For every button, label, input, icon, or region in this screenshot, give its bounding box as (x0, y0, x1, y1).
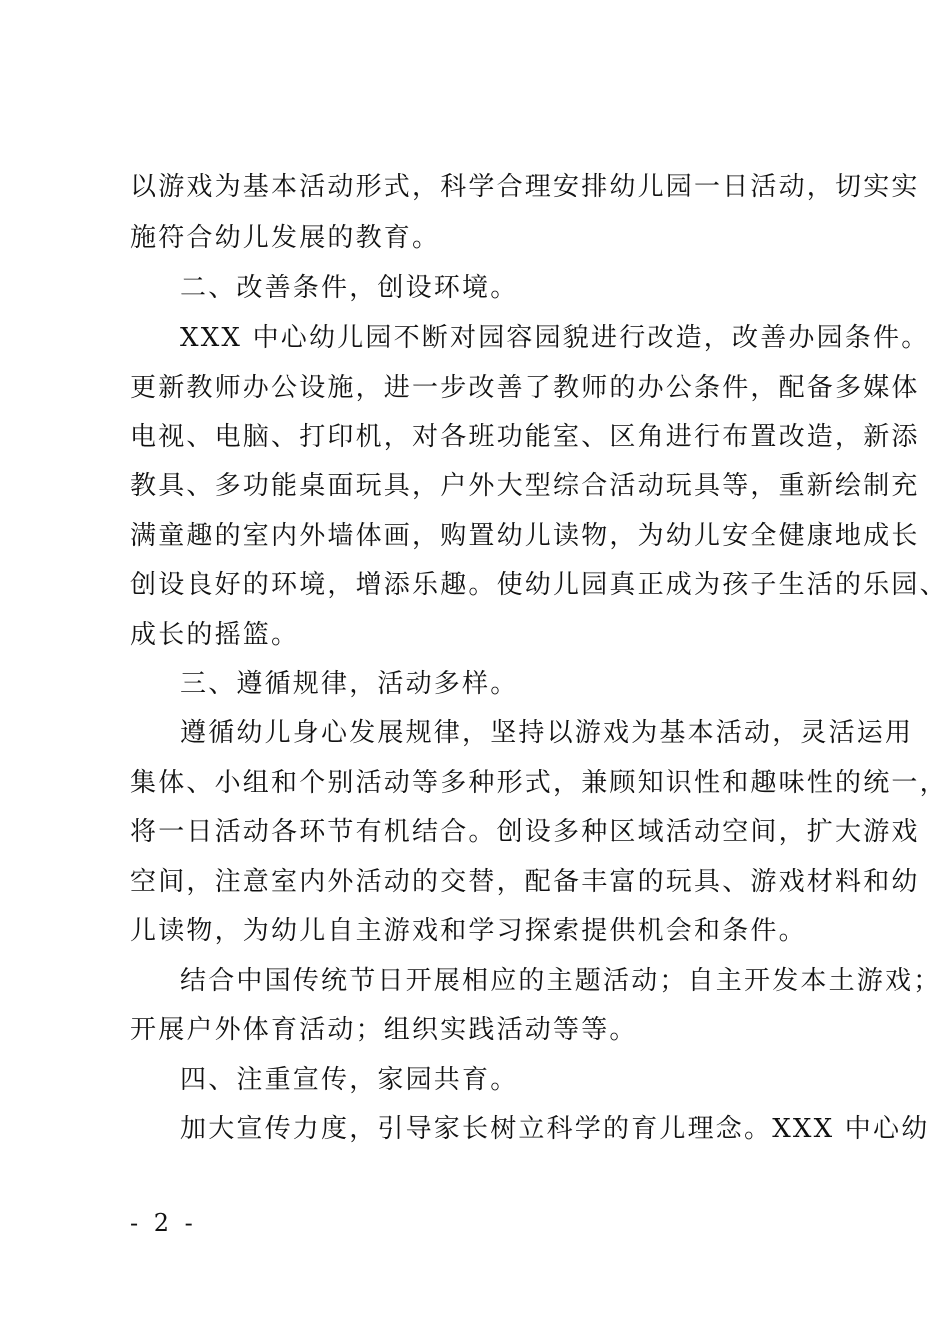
text-line: 以游戏为基本活动形式，科学合理安排幼儿园一日活动，切实实 (130, 172, 920, 202)
text-line: 更新教师办公设施，进一步改善了教师的办公条件，配备多媒体 (130, 373, 920, 403)
section-heading: 二、改善条件，创设环境。 (180, 273, 519, 303)
text-line: 成长的摇篮。 (130, 620, 300, 650)
text-line: 儿读物，为幼儿自主游戏和学习探索提供机会和条件。 (130, 916, 807, 946)
text-line: 结合中国传统节日开展相应的主题活动；自主开发本土游戏； (180, 966, 942, 996)
text-line: 创设良好的环境，增添乐趣。使幼儿园真正成为孩子生活的乐园、 (130, 570, 948, 600)
text-line: XXX 中心幼儿园不断对园容园貌进行改造，改善办园条件。 (180, 323, 930, 353)
text-line: 集体、小组和个别活动等多种形式，兼顾知识性和趣味性的统一， (130, 768, 948, 798)
section-heading: 三、遵循规律，活动多样。 (180, 669, 519, 699)
text-line: 满童趣的室内外墙体画，购置幼儿读物，为幼儿安全健康地成长 (130, 521, 920, 551)
text-line: 空间，注意室内外活动的交替，配备丰富的玩具、游戏材料和幼 (130, 867, 920, 897)
text-line: 施符合幼儿发展的教育。 (130, 223, 441, 253)
text-line: 将一日活动各环节有机结合。创设多种区域活动空间，扩大游戏 (130, 817, 920, 847)
text-line: 电视、电脑、打印机，对各班功能室、区角进行布置改造，新添 (130, 422, 920, 452)
section-heading: 四、注重宣传，家园共育。 (180, 1065, 519, 1095)
text-line: 开展户外体育活动；组织实践活动等等。 (130, 1015, 638, 1045)
text-line: 遵循幼儿身心发展规律，坚持以游戏为基本活动，灵活运用 (180, 718, 914, 748)
text-line: 教具、多功能桌面玩具，户外大型综合活动玩具等，重新绘制充 (130, 471, 920, 501)
page-number: - 2 - (130, 1209, 197, 1237)
text-line: 加大宣传力度，引导家长树立科学的育儿理念。XXX 中心幼 (180, 1114, 930, 1144)
